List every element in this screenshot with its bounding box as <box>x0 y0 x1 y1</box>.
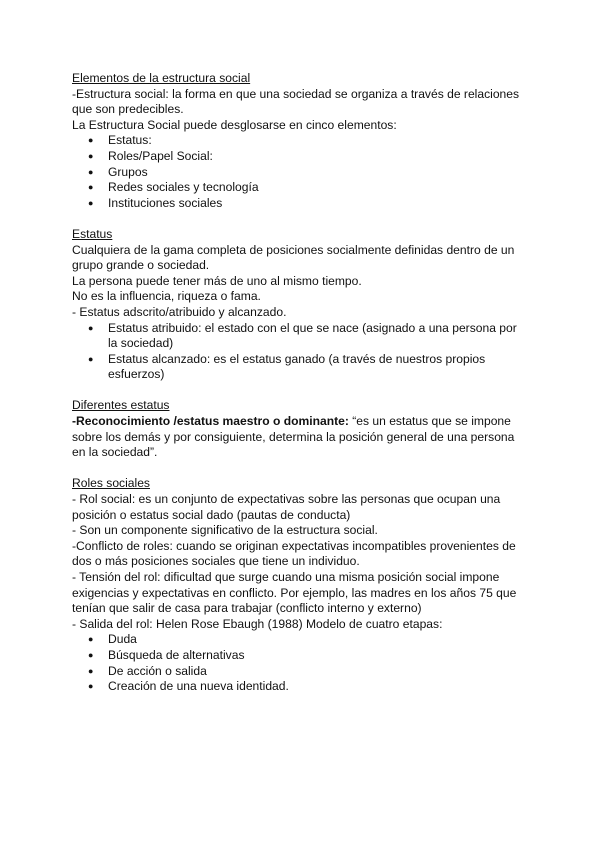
paragraph-line: tenían que salir de casa para trabajar (conflicto interno y externo) <box>72 601 422 616</box>
section-heading-roles: Roles sociales <box>72 476 150 491</box>
bullet-icon: ● <box>88 322 94 333</box>
paragraph-line: posición o estatus social dado (pautas de conducta) <box>72 507 351 522</box>
paragraph-line: -Estructura social: la forma en que una sociedad se organiza a través de relaciones <box>72 86 520 101</box>
document-page <box>72 71 532 695</box>
paragraph-line: - Rol social: es un conjunto de expectativas sobre las personas que ocupan una <box>72 492 501 507</box>
paragraph-line: - Son un componente significativo de la estructura social. <box>72 523 378 538</box>
paragraph-line: sobre los demás y por consiguiente, determina la posición general de una persona <box>72 429 515 444</box>
list-item: ● Búsqueda de alternativas <box>88 647 245 662</box>
bullet-icon: ● <box>88 634 94 645</box>
list-item: ● Estatus atribuido: el estado con el que se nace (asignado a una persona por la sociedad) <box>88 320 517 351</box>
bullet-icon: ● <box>88 150 94 161</box>
paragraph-line: en la sociedad”. <box>72 445 158 460</box>
paragraph-line: dos o más posiciones sociales que tiene un individuo. <box>72 554 360 569</box>
bullet-icon: ● <box>88 681 94 692</box>
paragraph-line: que son predecibles. <box>72 102 184 117</box>
spacer <box>72 461 532 477</box>
paragraph-line: - Estatus adscrito/atribuido y alcanzado. <box>72 304 287 319</box>
bullet-icon: ● <box>88 649 94 660</box>
paragraph-line: - Salida del rol: Helen Rose Ebaugh (1988) Modelo de cuatro etapas: <box>72 616 443 631</box>
paragraph-line: La Estructura Social puede desglosarse en cinco elementos: <box>72 117 397 132</box>
section-heading-elementos: Elementos de la estructura social <box>72 71 251 85</box>
bullet-icon: ● <box>88 166 94 177</box>
section-heading-estatus: Estatus <box>72 226 113 241</box>
paragraph-line: Cualquiera de la gama completa de posiciones socialmente definidas dentro de un <box>72 242 515 257</box>
list-item: ● Grupos <box>88 164 148 179</box>
list-item: ● Creación de una nueva identidad. <box>88 679 289 694</box>
paragraph-line: grupo grande o sociedad. <box>72 258 210 273</box>
bullet-list-estatus <box>72 321 532 383</box>
list-item: ● De acción o salida <box>88 663 207 678</box>
bullet-icon: ● <box>88 182 94 193</box>
bullet-icon: ● <box>88 353 94 364</box>
section-heading-diferentes: Diferentes estatus <box>72 398 170 413</box>
list-item: ● Redes sociales y tecnología <box>88 180 259 195</box>
paragraph-line: -Reconocimiento /estatus maestro o dominante: “es un estatus que se impone <box>72 414 511 429</box>
bullet-icon: ● <box>88 665 94 676</box>
list-item: ● Roles/Papel Social: <box>88 148 213 163</box>
paragraph-line: No es la influencia, riqueza o fama. <box>72 289 261 304</box>
spacer <box>72 383 532 399</box>
paragraph-line: -Conflicto de roles: cuando se originan expectativas incompatibles provenientes de <box>72 538 516 553</box>
bullet-icon: ● <box>88 135 94 146</box>
spacer <box>72 211 532 227</box>
bold-term: -Reconocimiento /estatus maestro o dominante: <box>72 414 349 429</box>
paragraph-line: exigencias y expectativas en conflicto. Por ejemplo, las madres en los años 75 que <box>72 585 517 600</box>
list-item: ● Instituciones sociales <box>88 195 223 210</box>
paragraph-line: - Tensión del rol: dificultad que surge cuando una misma posición social impone <box>72 570 500 584</box>
list-item: ● Estatus: <box>88 133 152 148</box>
bullet-list-elementos <box>72 133 532 211</box>
list-item: ● Duda <box>88 632 137 647</box>
list-item: ● Estatus alcanzado: es el estatus ganado (a través de nuestros propios esfuerzos) <box>88 351 486 382</box>
paragraph-line: La persona puede tener más de uno al mismo tiempo. <box>72 273 362 288</box>
bullet-icon: ● <box>88 197 94 208</box>
bullet-list-roles <box>72 632 532 694</box>
